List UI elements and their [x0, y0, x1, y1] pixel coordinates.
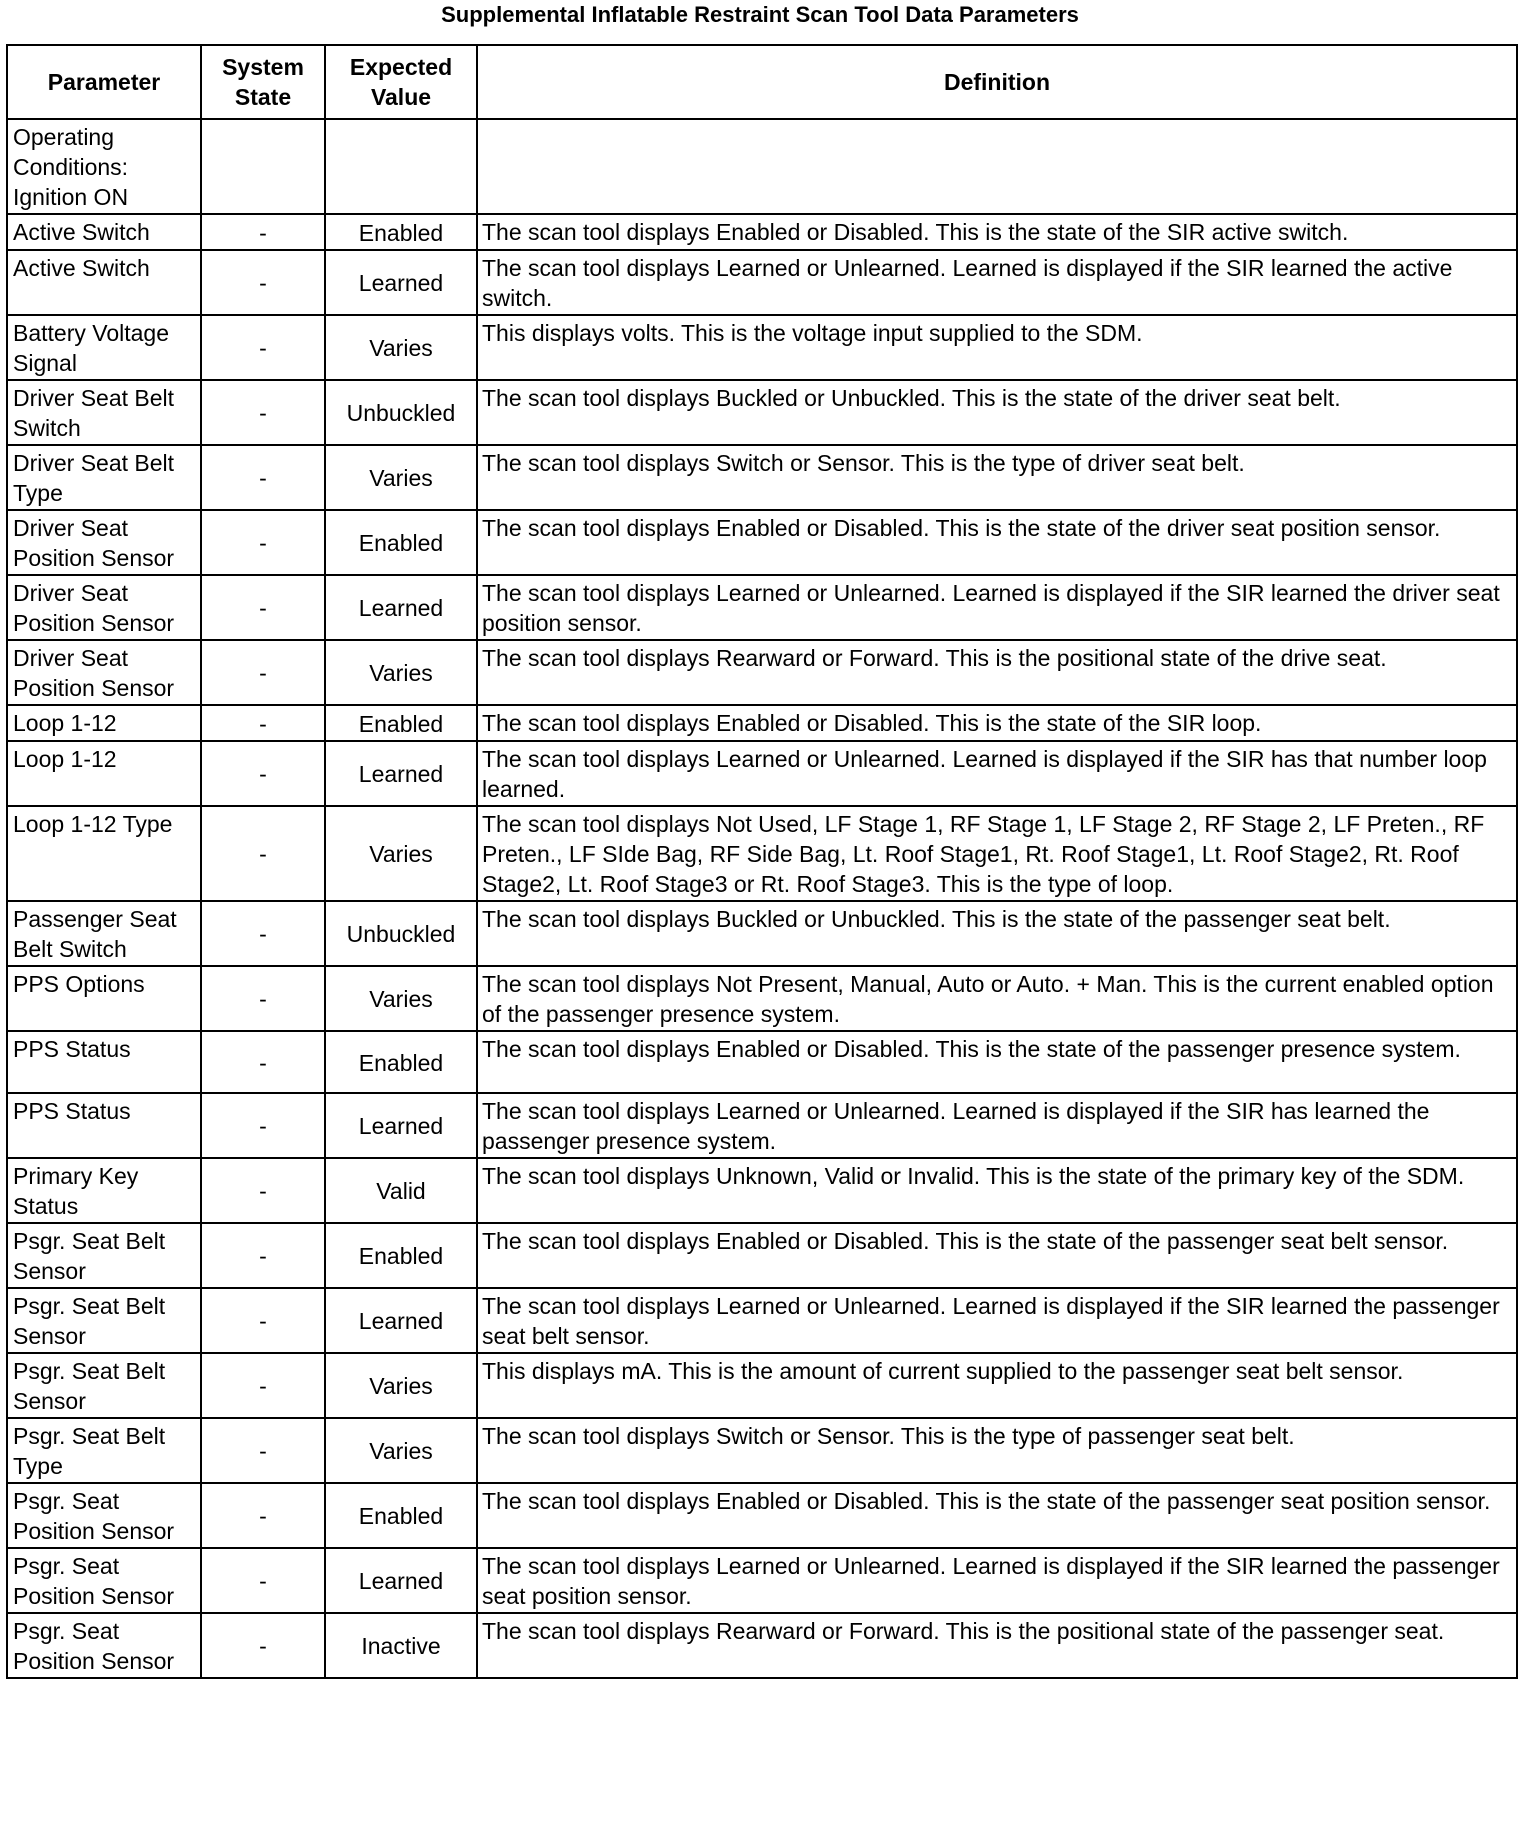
cell-definition: The scan tool displays Rearward or Forward. This is the positional state of the passenger seat. [477, 1613, 1517, 1678]
table-row [7, 1483, 1517, 1548]
cell-definition: This displays volts. This is the voltage input supplied to the SDM. [477, 315, 1517, 380]
cell-system-state: - [201, 1093, 325, 1158]
cell-parameter: Driver Seat Position Sensor [7, 510, 201, 575]
cell-definition: The scan tool displays Learned or Unlearned. Learned is displayed if the SIR has learned the passenger presence system. [477, 1093, 1517, 1158]
cell-parameter: Driver Seat Position Sensor [7, 575, 201, 640]
cell-definition: The scan tool displays Not Used, LF Stage 1, RF Stage 1, LF Stage 2, RF Stage 2, LF Preten., RF Preten., LF SIde Bag, RF Side Bag, Lt. Roof Stage1, Rt. Roof Stage1, Lt. Roof Stage2, Rt. Roof Stage2, Lt. Roof Stage3 or Rt. Roof Stage3. This is the type of loop. [477, 806, 1517, 901]
cell-parameter: Battery Voltage Signal [7, 315, 201, 380]
cell-system-state: - [201, 575, 325, 640]
cell-parameter: Passenger Seat Belt Switch [7, 901, 201, 966]
table-row [7, 445, 1517, 510]
cell-definition: The scan tool displays Not Present, Manual, Auto or Auto. + Man. This is the current enabled option of the passenger presence system. [477, 966, 1517, 1031]
scan-tool-data-table [6, 44, 1518, 1679]
cell-system-state: - [201, 1288, 325, 1353]
table-row [7, 1031, 1517, 1093]
cell-system-state: - [201, 380, 325, 445]
table-row [7, 214, 1517, 250]
table-row [7, 741, 1517, 806]
cell-parameter: Loop 1-12 [7, 705, 201, 741]
cell-expected-value: Enabled [325, 1223, 477, 1288]
table-row [7, 1288, 1517, 1353]
cell-system-state: - [201, 1548, 325, 1613]
cell-parameter: PPS Status [7, 1031, 201, 1093]
cell-definition: The scan tool displays Buckled or Unbuckled. This is the state of the passenger seat belt. [477, 901, 1517, 966]
cell-definition: This displays mA. This is the amount of current supplied to the passenger seat belt sensor. [477, 1353, 1517, 1418]
table-body [7, 119, 1517, 1678]
cell-parameter: Psgr. Seat Belt Sensor [7, 1353, 201, 1418]
cell-parameter: Loop 1-12 [7, 741, 201, 806]
cell-expected-value: Learned [325, 741, 477, 806]
column-header-expected-value: Expected Value [325, 45, 477, 119]
cell-definition: The scan tool displays Learned or Unlearned. Learned is displayed if the SIR has that number loop learned. [477, 741, 1517, 806]
cell-definition: The scan tool displays Enabled or Disabled. This is the state of the SIR active switch. [477, 214, 1517, 250]
cell-expected-value: Varies [325, 640, 477, 705]
cell-system-state: - [201, 250, 325, 315]
cell-expected-value: Varies [325, 966, 477, 1031]
cell-expected-value: Learned [325, 575, 477, 640]
cell-parameter: Psgr. Seat Position Sensor [7, 1613, 201, 1678]
cell-definition: The scan tool displays Learned or Unlearned. Learned is displayed if the SIR learned the passenger seat belt sensor. [477, 1288, 1517, 1353]
cell-parameter: Driver Seat Position Sensor [7, 640, 201, 705]
table-row [7, 966, 1517, 1031]
table-row [7, 1353, 1517, 1418]
cell-parameter: PPS Status [7, 1093, 201, 1158]
column-header-parameter: Parameter [7, 45, 201, 119]
cell-definition: The scan tool displays Switch or Sensor. This is the type of passenger seat belt. [477, 1418, 1517, 1483]
cell-expected-value: Enabled [325, 214, 477, 250]
cell-definition: The scan tool displays Learned or Unlearned. Learned is displayed if the SIR learned the active switch. [477, 250, 1517, 315]
cell-system-state: - [201, 705, 325, 741]
cell-system-state: - [201, 1223, 325, 1288]
cell-parameter: Operating Conditions: Ignition ON [7, 119, 201, 214]
table-row [7, 705, 1517, 741]
cell-system-state: - [201, 315, 325, 380]
cell-parameter: Active Switch [7, 214, 201, 250]
cell-definition: The scan tool displays Buckled or Unbuckled. This is the state of the driver seat belt. [477, 380, 1517, 445]
table-row [7, 1093, 1517, 1158]
cell-parameter: Psgr. Seat Position Sensor [7, 1548, 201, 1613]
cell-system-state: - [201, 1158, 325, 1223]
cell-expected-value: Unbuckled [325, 901, 477, 966]
cell-expected-value: Inactive [325, 1613, 477, 1678]
cell-parameter: Driver Seat Belt Switch [7, 380, 201, 445]
cell-expected-value: Valid [325, 1158, 477, 1223]
table-row [7, 806, 1517, 901]
cell-expected-value: Varies [325, 315, 477, 380]
cell-system-state: - [201, 445, 325, 510]
cell-definition [477, 119, 1517, 214]
cell-expected-value: Unbuckled [325, 380, 477, 445]
cell-definition: The scan tool displays Switch or Sensor. This is the type of driver seat belt. [477, 445, 1517, 510]
cell-expected-value: Varies [325, 1353, 477, 1418]
cell-definition: The scan tool displays Enabled or Disabled. This is the state of the passenger presence system. [477, 1031, 1517, 1093]
cell-parameter: Psgr. Seat Belt Sensor [7, 1223, 201, 1288]
cell-expected-value: Varies [325, 1418, 477, 1483]
cell-parameter: Psgr. Seat Belt Sensor [7, 1288, 201, 1353]
cell-definition: The scan tool displays Learned or Unlearned. Learned is displayed if the SIR learned the driver seat position sensor. [477, 575, 1517, 640]
cell-expected-value: Varies [325, 445, 477, 510]
table-row [7, 575, 1517, 640]
cell-expected-value: Varies [325, 806, 477, 901]
cell-expected-value: Enabled [325, 1483, 477, 1548]
cell-parameter: Loop 1-12 Type [7, 806, 201, 901]
cell-definition: The scan tool displays Enabled or Disabled. This is the state of the passenger seat position sensor. [477, 1483, 1517, 1548]
table-row [7, 250, 1517, 315]
table-row [7, 901, 1517, 966]
cell-parameter: PPS Options [7, 966, 201, 1031]
cell-definition: The scan tool displays Rearward or Forward. This is the positional state of the drive seat. [477, 640, 1517, 705]
cell-expected-value: Learned [325, 250, 477, 315]
table-row [7, 1548, 1517, 1613]
cell-parameter: Psgr. Seat Position Sensor [7, 1483, 201, 1548]
column-header-definition: Definition [477, 45, 1517, 119]
table-row [7, 380, 1517, 445]
cell-system-state [201, 119, 325, 214]
column-header-system-state: System State [201, 45, 325, 119]
cell-system-state: - [201, 1613, 325, 1678]
table-header-row [7, 45, 1517, 119]
table-row [7, 1223, 1517, 1288]
table-row [7, 315, 1517, 380]
table-row [7, 119, 1517, 214]
cell-system-state: - [201, 640, 325, 705]
cell-expected-value: Enabled [325, 510, 477, 575]
cell-system-state: - [201, 1353, 325, 1418]
cell-system-state: - [201, 966, 325, 1031]
table-row [7, 510, 1517, 575]
cell-expected-value: Learned [325, 1548, 477, 1613]
cell-expected-value: Learned [325, 1288, 477, 1353]
cell-definition: The scan tool displays Enabled or Disabled. This is the state of the passenger seat belt sensor. [477, 1223, 1517, 1288]
cell-system-state: - [201, 806, 325, 901]
cell-parameter: Primary Key Status [7, 1158, 201, 1223]
cell-system-state: - [201, 741, 325, 806]
cell-expected-value [325, 119, 477, 214]
cell-parameter: Active Switch [7, 250, 201, 315]
cell-system-state: - [201, 1483, 325, 1548]
cell-parameter: Driver Seat Belt Type [7, 445, 201, 510]
cell-definition: The scan tool displays Enabled or Disabled. This is the state of the SIR loop. [477, 705, 1517, 741]
table-row [7, 1613, 1517, 1678]
cell-system-state: - [201, 214, 325, 250]
cell-system-state: - [201, 510, 325, 575]
cell-parameter: Psgr. Seat Belt Type [7, 1418, 201, 1483]
cell-definition: The scan tool displays Enabled or Disabled. This is the state of the driver seat position sensor. [477, 510, 1517, 575]
cell-expected-value: Enabled [325, 1031, 477, 1093]
table-row [7, 1418, 1517, 1483]
cell-definition: The scan tool displays Unknown, Valid or Invalid. This is the state of the primary key of the SDM. [477, 1158, 1517, 1223]
cell-system-state: - [201, 1031, 325, 1093]
cell-system-state: - [201, 1418, 325, 1483]
cell-definition: The scan tool displays Learned or Unlearned. Learned is displayed if the SIR learned the passenger seat position sensor. [477, 1548, 1517, 1613]
cell-system-state: - [201, 901, 325, 966]
document-title: Supplemental Inflatable Restraint Scan Tool Data Parameters [441, 2, 1079, 27]
table-row [7, 1158, 1517, 1223]
cell-expected-value: Learned [325, 1093, 477, 1158]
cell-expected-value: Enabled [325, 705, 477, 741]
table-row [7, 640, 1517, 705]
